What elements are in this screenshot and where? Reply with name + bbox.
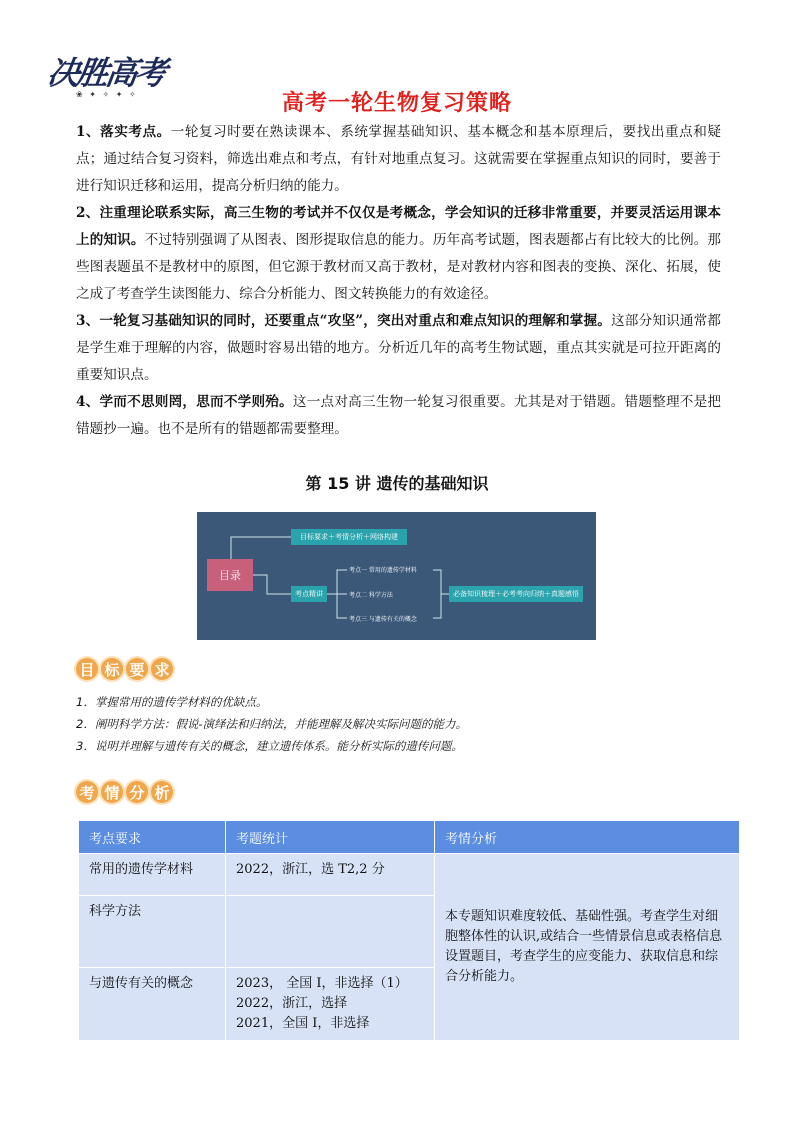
paragraph-4 — [76, 389, 721, 443]
analysis-tag-char-3: 分 — [126, 781, 148, 803]
paragraph-2-body: 不过特别强调了从图表、图形提取信息的能力。历年高考试题，图表题都占有比较大的比例。那些图表题虽不是教材中的原图，但它源于教材而又高于教材，是对教材内容和图表的变换、深化、拓展，使之成了考查学生读图能力、综合分析能力、图文转换能力的有效途径。 — [76, 232, 722, 302]
mindmap-result: 必备知识梳理＋必考考向归纳＋真题感悟 — [449, 586, 583, 602]
paragraph-2 — [76, 200, 721, 308]
analysis-tag-char-1: 考 — [76, 781, 98, 803]
stat-line: 2023， 全国 I，非选择（1） — [236, 976, 408, 991]
table-header: 考题统计 — [226, 821, 435, 854]
paragraph-2-lead: 2、注重理论联系实际，高三生物的考试并不仅仅是考概念，学会知识的迁移非常重要，并要灵活运用课本上的知识。 — [76, 205, 721, 248]
stat-line: 2021，全国 I，非选择 — [236, 1016, 370, 1031]
paragraph-1-lead: 1、落实考点。 — [76, 124, 171, 140]
analysis-tag-char-2: 情 — [101, 781, 123, 803]
mindmap-branch-goals: 目标要求＋考情分析＋网络构建 — [291, 529, 407, 545]
paragraph-1-body: 一轮复习时要在熟读课本、系统掌握基础知识、基本概念和基本原理后，要找出重点和疑点；通过结合复习资料，筛选出难点和考点，有针对地重点复习。这就需要在掌握重点知识的同时，要善于进行知识迁移和运用，提高分析归纳的能力。 — [76, 124, 721, 194]
lecture-title: 第 15 讲 遗传的基础知识 — [305, 474, 489, 493]
paragraph-4-body: 这一点对高三生物一轮复习很重要。尤其是对于错题。错题整理不是把错题抄一遍。也不是所有的错题都需要整理。 — [76, 394, 721, 437]
requirements-tag-char-3: 要 — [126, 658, 148, 680]
exam-analysis-table — [78, 820, 740, 1041]
table-row — [79, 854, 740, 896]
requirement-1: 1．掌握常用的遗传学材料的优缺点。 — [76, 695, 268, 709]
analysis-tag — [76, 778, 176, 806]
logo-subtext: ❀ ✦ ✧ ✦ ✧ — [76, 90, 138, 99]
mindmap-sub-2: 考点二 科学方法 — [349, 592, 393, 599]
requirement-3: 3．说明并理解与遗传有关的概念，建立遗传体系。能分析实际的遗传问题。 — [76, 739, 463, 753]
paragraph-3 — [76, 308, 721, 389]
mindmap-root: 目录 — [207, 559, 253, 591]
table-cell-requirement: 常用的遗传学材料 — [79, 854, 226, 896]
analysis-tag-char-4: 析 — [151, 781, 173, 803]
logo-text: 决胜高考 — [45, 54, 167, 92]
paragraph-3-body: 这部分知识通常都是学生难于理解的内容，做题时容易出错的地方。分析近几年的高考生物试题，重点其实就是可拉开距离的重要知识点。 — [76, 313, 721, 383]
mindmap-sub-1: 考点一 常用的遗传学材料 — [349, 567, 417, 574]
table-cell-analysis: 本专题知识难度较低、基础性强。考查学生对细胞整体性的认识,或结合一些情景信息或表格信息设置题目，考查学生的应变能力、获取信息和综合分析能力。 — [435, 854, 740, 1041]
table-header-row — [79, 821, 740, 854]
requirement-2: 2．阐明科学方法：假说-演绎法和归纳法，并能理解及解决实际问题的能力。 — [76, 717, 467, 731]
table-cell-requirement: 与遗传有关的概念 — [79, 968, 226, 1041]
requirements-tag-char-4: 求 — [151, 658, 173, 680]
mindmap-branch-points: 考点精讲 — [291, 586, 327, 602]
mindmap-sub-3: 考点三 与遗传有关的概念 — [349, 616, 417, 623]
stat-line: 2022，浙江，选 T2,2 分 — [236, 862, 385, 877]
table-cell-stats — [226, 854, 435, 896]
paragraph-4-lead: 4、学而不思则罔，思而不学则殆。 — [76, 394, 293, 410]
table-cell-stats — [226, 896, 435, 968]
stat-line: 2022，浙江，选择 — [236, 996, 348, 1011]
table-header: 考点要求 — [79, 821, 226, 854]
paragraph-3-lead: 3、一轮复习基础知识的同时，还要重点“攻坚”，突出对重点和难点知识的理解和掌握。 — [76, 313, 612, 329]
paragraph-1 — [76, 119, 721, 200]
requirements-tag-char-1: 目 — [76, 658, 98, 680]
table-cell-stats — [226, 968, 435, 1041]
document-title: 高考一轮生物复习策略 — [281, 91, 512, 116]
table-header: 考情分析 — [435, 821, 740, 854]
requirements-tag — [76, 655, 176, 683]
contents-mindmap — [197, 512, 596, 640]
requirements-tag-char-2: 标 — [101, 658, 123, 680]
table-cell-requirement: 科学方法 — [79, 896, 226, 968]
